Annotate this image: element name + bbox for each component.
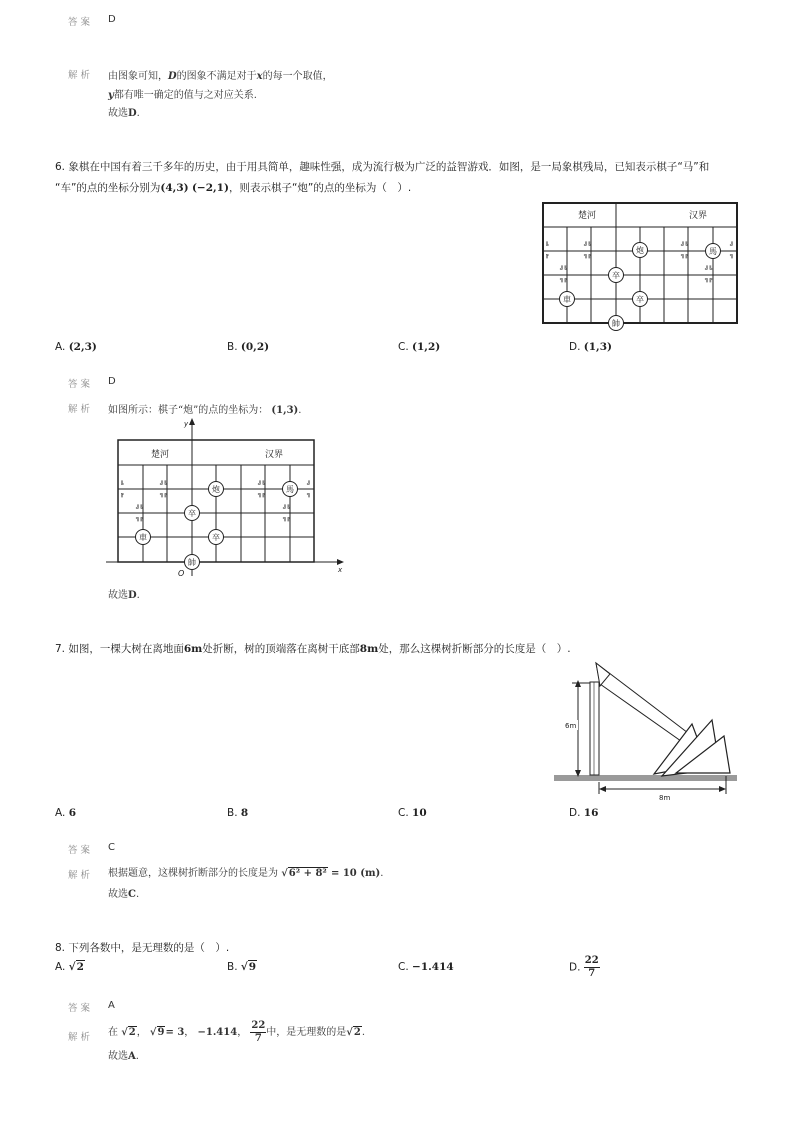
- svg-text:╗╔: ╗╔: [136, 515, 144, 522]
- piece-che: 車: [139, 533, 147, 542]
- sqrt-formula: √6² + 8²: [281, 868, 327, 879]
- q7-option-d[interactable]: D. 16: [569, 807, 599, 819]
- q6-stem-line1: 6. 象棋在中国有着三千多年的历史，由于用具简单，趣味性强，成为流行极为广泛的益智游戏．如图，是一局象棋残局，已知表示棋子“马”和: [55, 161, 710, 173]
- svg-text:╗╔: ╗╔: [560, 276, 568, 283]
- svg-text:╗╔: ╗╔: [258, 491, 266, 498]
- analysis-label: 解析: [68, 1032, 94, 1043]
- q7-stem: 7. 如图，一棵大树在离地面6m处折断，树的顶端落在离树干底部8m处，那么这棵树折断部分的长度是（ ）.: [55, 643, 571, 655]
- q7-option-c[interactable]: C. 10: [398, 807, 427, 819]
- piece-pao: 炮: [636, 246, 644, 255]
- analysis-label: 解析: [68, 70, 94, 81]
- answer-value: D: [108, 376, 116, 387]
- piece-ma: 馬: [709, 247, 717, 256]
- svg-text:╗╔: ╗╔: [160, 491, 168, 498]
- axis-x-label: x: [338, 566, 343, 574]
- piece-ma: 馬: [286, 485, 294, 494]
- river-left-label: 楚河: [578, 211, 597, 221]
- piece-zu-2: 卒: [212, 533, 220, 542]
- ground: [554, 775, 737, 781]
- river-right-label: 汉界: [265, 450, 284, 460]
- piece-pao: 炮: [212, 485, 220, 494]
- piece-zu-1: 卒: [188, 509, 196, 518]
- q8-option-d[interactable]: D. $\frac{22}{7}$: [569, 955, 599, 979]
- broken-tree-figure: [552, 656, 742, 804]
- q8-stem: 8. 下列各数中，是无理数的是（ ）.: [55, 942, 230, 954]
- piece-zu-2: 卒: [636, 295, 644, 304]
- answer-value: C: [108, 842, 115, 853]
- distance-label: 8m: [659, 794, 671, 802]
- svg-text:╗: ╗: [307, 491, 311, 498]
- svg-text:╝╚: ╝╚: [258, 481, 266, 488]
- q8-conclusion: 故选A.: [108, 1051, 139, 1062]
- piece-shuai: 帥: [188, 558, 196, 567]
- svg-text:╗╔: ╗╔: [584, 252, 592, 259]
- q5-conclusion: 故选D.: [108, 108, 140, 119]
- q6-option-d[interactable]: D. (1,3): [569, 341, 612, 353]
- height-label: 6m: [565, 722, 577, 730]
- svg-text:╗: ╗: [730, 252, 734, 259]
- q7-conclusion: 故选C.: [108, 889, 140, 900]
- svg-text:╔: ╔: [120, 491, 124, 498]
- analysis-label: 解析: [68, 870, 94, 881]
- answer-label: 答案: [68, 379, 94, 390]
- svg-text:╝╚: ╝╚: [681, 242, 689, 249]
- q6-option-a[interactable]: A. (2,3): [55, 341, 97, 353]
- river-left-label: 楚河: [151, 450, 170, 460]
- answer-label: 答案: [68, 17, 94, 28]
- q8-option-a[interactable]: A. √2: [55, 961, 84, 973]
- chess-board-solution-figure: [104, 416, 348, 580]
- svg-text:╔: ╔: [545, 252, 549, 259]
- chess-board-figure: [538, 200, 742, 334]
- river-right-label: 汉界: [689, 211, 708, 221]
- q5-expl-line2: y都有唯一确定的值与之对应关系.: [108, 90, 257, 101]
- piece-che: 車: [563, 295, 571, 304]
- q6-conclusion: 故选D.: [108, 590, 140, 601]
- svg-text:╝╚: ╝╚: [136, 505, 144, 512]
- q7-option-b[interactable]: B. 8: [227, 807, 249, 819]
- answer-value: A: [108, 1000, 115, 1011]
- svg-text:╝╚: ╝╚: [584, 242, 592, 249]
- q7-expl: 根据题意，这棵树折断部分的长度是为 √6² + 8² = 10 (m).: [108, 868, 384, 879]
- svg-text:╗╔: ╗╔: [681, 252, 689, 259]
- piece-zu-1: 卒: [612, 271, 620, 280]
- svg-text:╗╔: ╗╔: [283, 515, 291, 522]
- q6-stem-line2: “车”的点的坐标分别为(4,3) (−2,1)，则表示棋子“炮”的点的坐标为（ ）.: [55, 182, 412, 194]
- q8-option-c[interactable]: C. −1.414: [398, 961, 454, 973]
- q7-option-a[interactable]: A. 6: [55, 807, 76, 819]
- answer-value: D: [108, 14, 116, 25]
- answer-label: 答案: [68, 845, 94, 856]
- origin-label: O: [178, 569, 185, 578]
- q5-expl-line1: 由图象可知，D的图象不满足对于x的每一个取值，: [108, 71, 333, 82]
- q6-option-c[interactable]: C. (1,2): [398, 341, 441, 353]
- svg-text:╚: ╚: [545, 242, 549, 249]
- svg-text:╝╚: ╝╚: [160, 481, 168, 488]
- q6-option-b[interactable]: B. (0,2): [227, 341, 270, 353]
- svg-text:╝╚: ╝╚: [560, 266, 568, 273]
- svg-text:╝╚: ╝╚: [283, 505, 291, 512]
- q8-option-b[interactable]: B. √9: [227, 961, 257, 973]
- svg-text:╗╔: ╗╔: [705, 276, 713, 283]
- svg-text:╝╚: ╝╚: [705, 266, 713, 273]
- svg-text:╝: ╝: [730, 242, 734, 249]
- answer-label: 答案: [68, 1003, 94, 1014]
- svg-text:╝: ╝: [307, 481, 311, 488]
- q8-expl: 在 √2， √9= 3， −1.414， $\frac{22}{7}$ 中，是无理数的是√2.: [108, 1020, 366, 1044]
- piece-shuai: 帥: [612, 319, 620, 328]
- analysis-label: 解析: [68, 404, 94, 415]
- q6-expl: 如图所示：棋子“炮”的点的坐标为： (1,3).: [108, 405, 302, 416]
- svg-text:╚: ╚: [120, 481, 124, 488]
- axis-y-label: y: [184, 420, 189, 428]
